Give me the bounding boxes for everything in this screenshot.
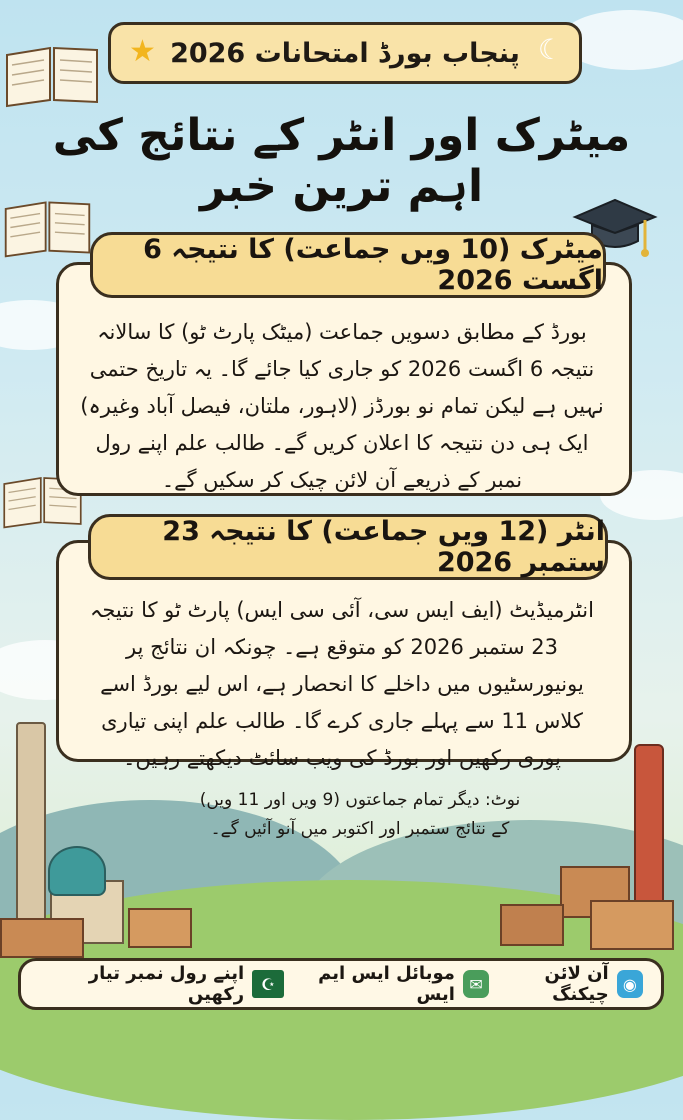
village-house <box>590 900 674 950</box>
page-headline: میٹرک اور انٹر کے نتائج کی اہم ترین خبر <box>52 110 631 212</box>
matric-body: بورڈ کے مطابق دسویں جماعت (میٹک پارٹ ٹو) کا سالانہ نتیجہ 6 اگست 2026 کو جاری کیا جائے گا۔ یہ تاریخ حتمی نہیں ہے لیکن تمام نو بورڈز (لاہور، ملتان، فیصل آباد وغیرہ) ایک ہی دن نتیجہ کا اعلان کریں گے۔ طالب علم اپنے رول نمبر کے ذریعے آن لائن چیک کر سکیں گے۔ <box>80 320 604 492</box>
pakistan-flag-icon: ☪ <box>252 970 284 998</box>
mobile-sms-icon: ✉ <box>463 970 489 998</box>
mobile-sms-item <box>284 963 489 1005</box>
mobile-sms-label: موبائل ایس ایم ایس <box>318 963 455 1005</box>
mosque-dome <box>48 846 106 896</box>
open-book-icon <box>2 40 102 110</box>
online-check-item <box>489 963 643 1005</box>
star-icon: ★ <box>129 34 156 69</box>
online-check-label: آن لائن چیکنگ <box>544 963 609 1005</box>
inter-title: انٹر (12 ویں جماعت) کا نتیجہ 23 ستمبر 2026 <box>162 516 605 578</box>
bottom-bar <box>18 958 664 1010</box>
matric-title: میٹرک (10 ویں جماعت) کا نتیجہ 6 اگست 2026 <box>143 234 603 296</box>
footer-note: نوٹ: دیگر تمام جماعتوں (9 ویں اور 11 ویں) کے نتائج ستمبر اور اکتوبر میں آنو آئیں گے۔ <box>199 790 521 839</box>
crescent-moon-icon: ☾ <box>537 33 563 66</box>
village-house <box>0 918 84 958</box>
inter-title-pill <box>88 514 608 580</box>
village-house <box>500 904 564 946</box>
roll-number-label: اپنے رول نمبر تیار رکھیں <box>88 963 245 1005</box>
banner-title: پنجاب بورڈ امتحانات 2026 <box>170 37 520 69</box>
minaret <box>16 722 46 936</box>
inter-body: انٹرمیڈیٹ (ایف ایس سی، آئی سی ایس) پارٹ ٹو کا نتیجہ 23 ستمبر 2026 کو متوقع ہے۔ چونکہ ان نتائج پر یونیورسٹیوں میں داخلے کا انحصار ہے، اس لیے بورڈ اسے کلاس 11 سے پہلے جاری کرے گا۔ طالب علم اپنی تیاری پوری رکھیں اور بورڈ کی ویب سائٹ دیکھتے رہیں۔ <box>90 598 594 770</box>
header-banner <box>108 22 582 84</box>
village-house <box>128 908 192 948</box>
online-check-icon: ◉ <box>617 970 643 998</box>
matric-title-pill <box>90 232 606 298</box>
roll-number-item <box>39 963 284 1005</box>
